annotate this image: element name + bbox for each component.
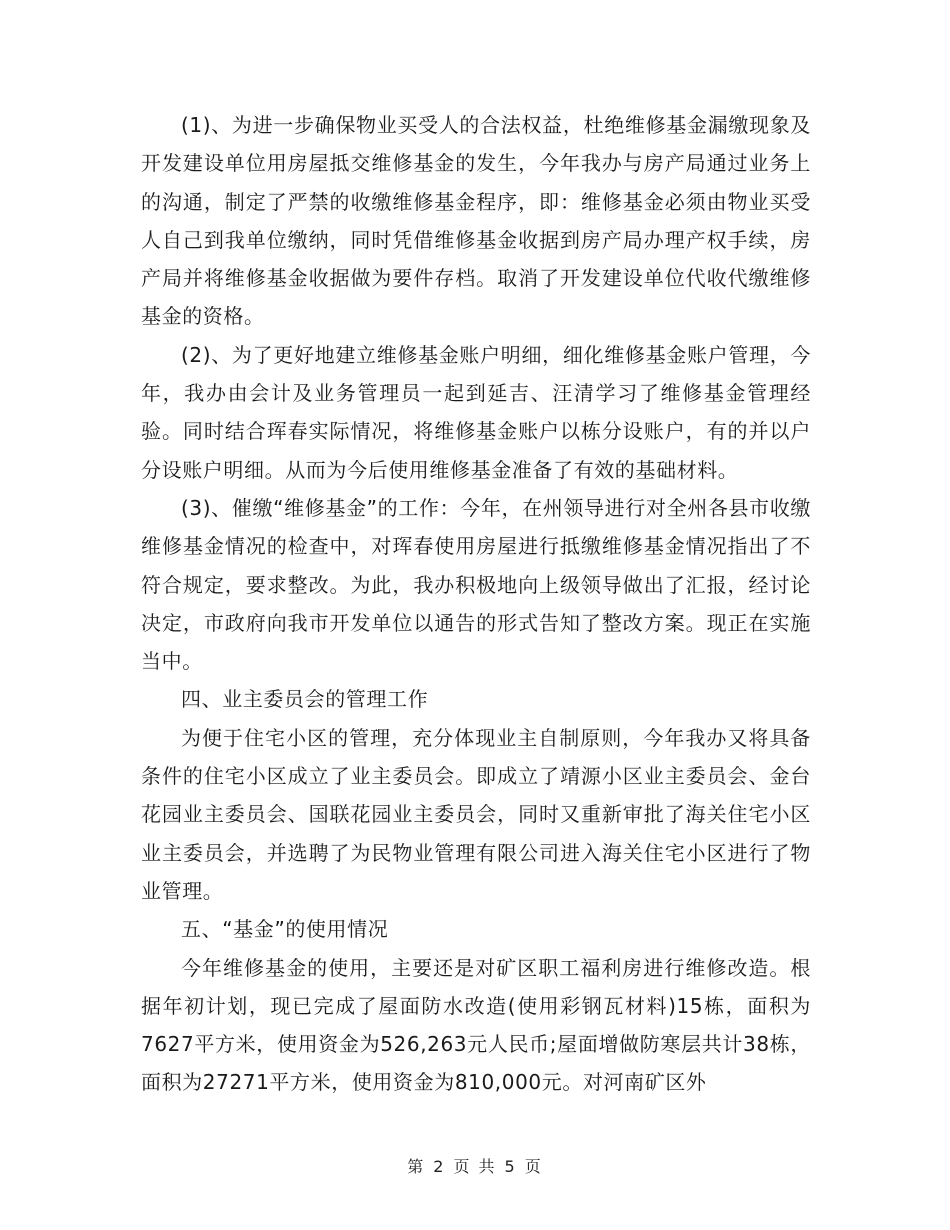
paragraph-7: 今年维修基金的使用，主要还是对矿区职工福利房进行维修改造。根据年初计划，现已完成了屋面防水改造(使用彩钢瓦材料)15栋，面积为7627平方米，使用资金为526,263元人民币;屋面增做防寒层共计38栋，面积为27271平方米，使用资金为810,000元。对河南矿区外 [141,955,811,1095]
footer-page-total: 5 [504,1157,517,1176]
paragraph-2: (2)、为了更好地建立维修基金账户明细，细化维修基金账户管理，今年，我办由会计及业务管理员一起到延吉、汪清学习了维修基金管理经验。同时结合珲春实际情况，将维修基金账户以栋分设账户，有的并以户分设账户明细。从而为今后使用维修基金准备了有效的基础材料。 [141,342,811,482]
footer-mid: 页 共 [453,1157,497,1176]
footer-suffix: 页 [524,1157,543,1176]
document-body [141,106,811,1102]
footer-page-current: 2 [433,1157,446,1176]
section-heading-4: 四、业主委员会的管理工作 [181,687,429,712]
footer-prefix: 第 [407,1157,426,1176]
section-heading-5: 五、“基金”的使用情况 [181,917,389,942]
page-footer [0,1154,950,1177]
paragraph-5: 为便于住宅小区的管理，充分体现业主自制原则，今年我办又将具备条件的住宅小区成立了业主委员会。即成立了靖源小区业主委员会、金台花园业主委员会、国联花园业主委员会，同时又重新审批了海关住宅小区业主委员会，并选聘了为民物业管理有限公司进入海关住宅小区进行了物业管理。 [141,725,811,903]
paragraph-1: (1)、为进一步确保物业买受人的合法权益，杜绝维修基金漏缴现象及开发建设单位用房屋抵交维修基金的发生，今年我办与房产局通过业务上的沟通，制定了严禁的收缴维修基金程序，即：维修基金必须由物业买受人自己到我单位缴纳，同时凭借维修基金收据到房产局办理产权手续，房产局并将维修基金收据做为要件存档。取消了开发建设单位代收代缴维修基金的资格。 [141,113,811,329]
paragraph-3: (3)、催缴“维修基金”的工作：今年，在州领导进行对全州各县市收缴维修基金情况的检查中，对珲春使用房屋进行抵缴维修基金情况指出了不符合规定，要求整改。为此，我办积极地向上级领导做出了汇报，经讨论决定，市政府向我市开发单位以通告的形式告知了整改方案。现正在实施当中。 [141,495,811,674]
